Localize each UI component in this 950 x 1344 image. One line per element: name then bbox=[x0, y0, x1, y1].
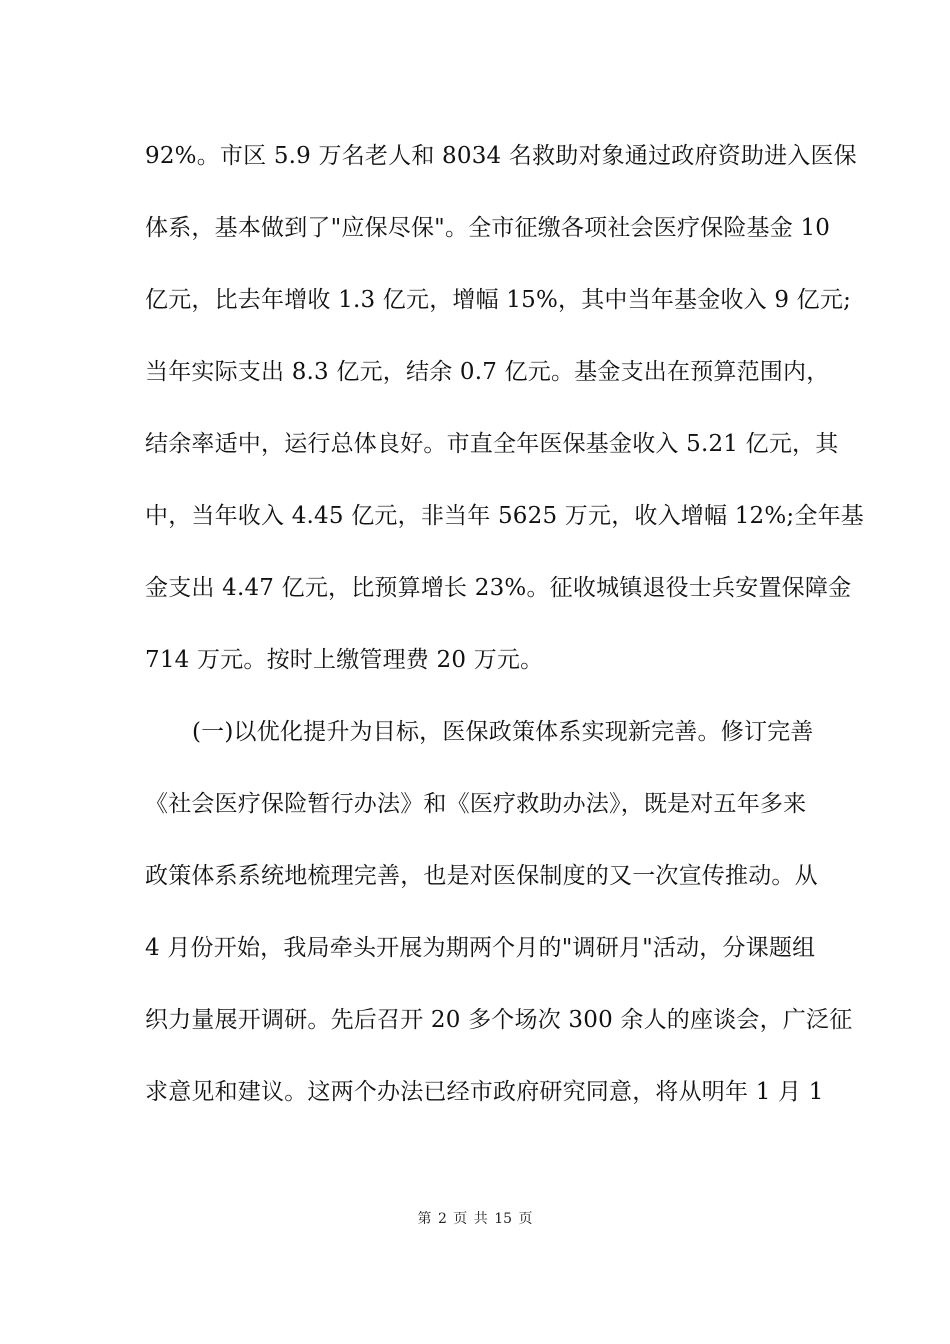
body-text-line: 4 月份开始，我局牵头开展为期两个月的"调研月"活动，分课题组 bbox=[145, 935, 816, 961]
body-text-line: 中，当年收入 4.45 亿元，非当年 5625 万元，收入增幅 12%;全年基 bbox=[145, 503, 864, 529]
body-text-line: 求意见和建议。这两个办法已经市政府研究同意，将从明年 1 月 1 bbox=[145, 1079, 824, 1105]
paragraph-start-line: (一)以优化提升为目标，医保政策体系实现新完善。修订完善 bbox=[192, 719, 814, 745]
body-text-line: 92%。市区 5.9 万名老人和 8034 名救助对象通过政府资助进入医保 bbox=[145, 143, 857, 169]
page-number-footer: 第 2 页 共 15 页 bbox=[417, 1211, 533, 1227]
body-text-line: 政策体系系统地梳理完善，也是对医保制度的又一次宣传推动。从 bbox=[145, 863, 818, 889]
body-text-line: 亿元，比去年增收 1.3 亿元，增幅 15%，其中当年基金收入 9 亿元; bbox=[145, 287, 852, 313]
body-text-line: 体系，基本做到了"应保尽保"。全市征缴各项社会医疗保险基金 10 bbox=[145, 215, 831, 241]
body-text-line: 金支出 4.47 亿元，比预算增长 23%。征收城镇退役士兵安置保障金 bbox=[145, 575, 852, 601]
body-text-line: 织力量展开调研。先后召开 20 多个场次 300 余人的座谈会，广泛征 bbox=[145, 1007, 853, 1033]
body-text-line: 714 万元。按时上缴管理费 20 万元。 bbox=[145, 647, 544, 673]
body-text-line: 《社会医疗保险暂行办法》和《医疗救助办法》，既是对五年多来 bbox=[145, 791, 807, 817]
body-text-line: 当年实际支出 8.3 亿元，结余 0.7 亿元。基金支出在预算范围内， bbox=[145, 359, 830, 385]
body-text-line: 结余率适中，运行总体良好。市直全年医保基金收入 5.21 亿元，其 bbox=[145, 431, 839, 457]
